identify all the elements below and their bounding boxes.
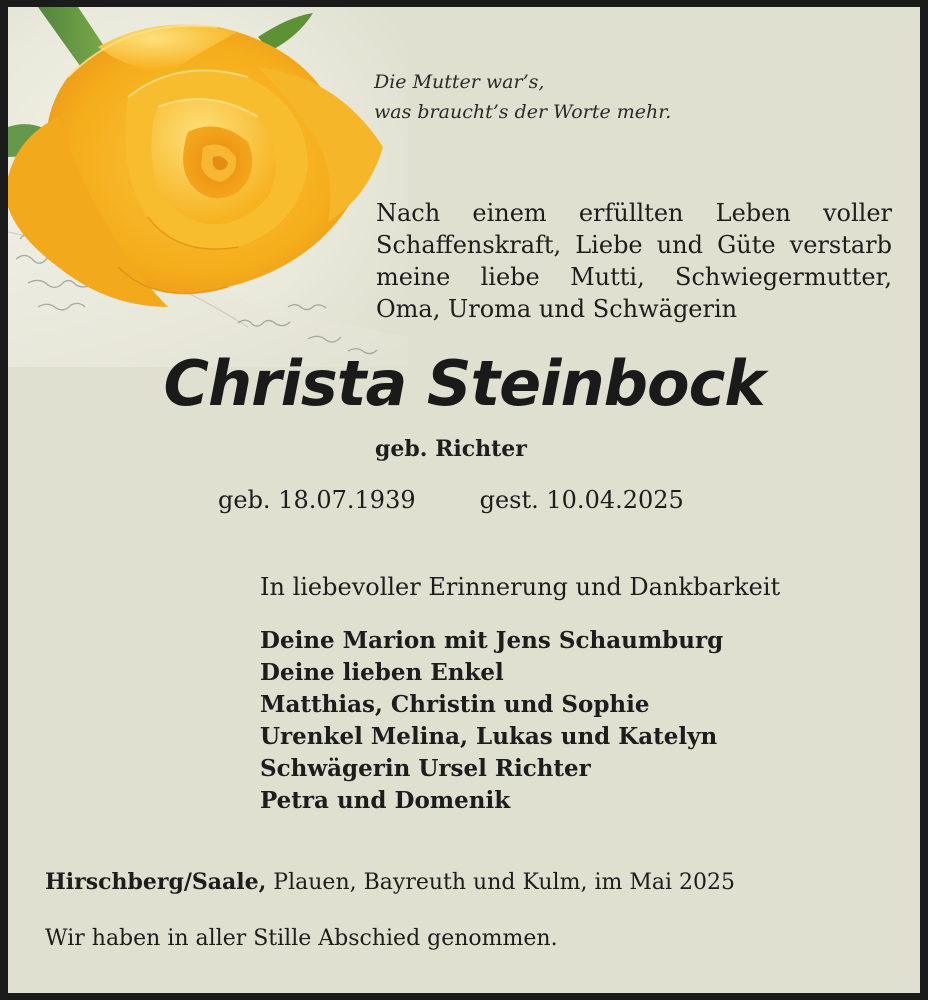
quote-line-2: was braucht’s der Worte mehr. <box>374 101 672 123</box>
mourner: Petra und Domenik <box>260 787 511 814</box>
place-rest: Plauen, Bayreuth und Kulm, im Mai 2025 <box>266 870 735 895</box>
death-date: gest. 10.04.2025 <box>479 486 684 514</box>
memory-line: In liebevoller Erinnerung und Dankbarkeit <box>260 573 781 601</box>
mourner: Urenkel Melina, Lukas und Katelyn <box>260 723 718 750</box>
intro-text: Nach einem erfüllten Leben voller Schaffenskraft, Liebe und Güte verstarb meine liebe Mutti, Schwiegermutter, Oma, Uroma und Schwägerin <box>376 199 892 323</box>
mourners-list <box>260 625 723 817</box>
life-dates <box>218 486 684 514</box>
obituary-card <box>8 7 920 993</box>
mourner: Deine Marion mit Jens Schaumburg <box>260 627 724 654</box>
mourner: Matthias, Christin und Sophie <box>260 691 650 718</box>
place-main: Hirschberg/Saale, <box>45 869 267 895</box>
maiden-name: geb. Richter <box>375 436 527 462</box>
quote-line-1: Die Mutter war’s, <box>374 71 545 93</box>
place-and-date <box>45 869 735 895</box>
rose-photo <box>8 7 408 367</box>
mourner: Schwägerin Ursel Richter <box>260 755 591 782</box>
quote <box>374 67 671 127</box>
birth-date: geb. 18.07.1939 <box>218 486 416 514</box>
farewell-line: Wir haben in aller Stille Abschied genommen. <box>45 926 558 951</box>
deceased-name: Christa Steinbock <box>163 347 765 420</box>
mourner: Deine lieben Enkel <box>260 659 504 686</box>
